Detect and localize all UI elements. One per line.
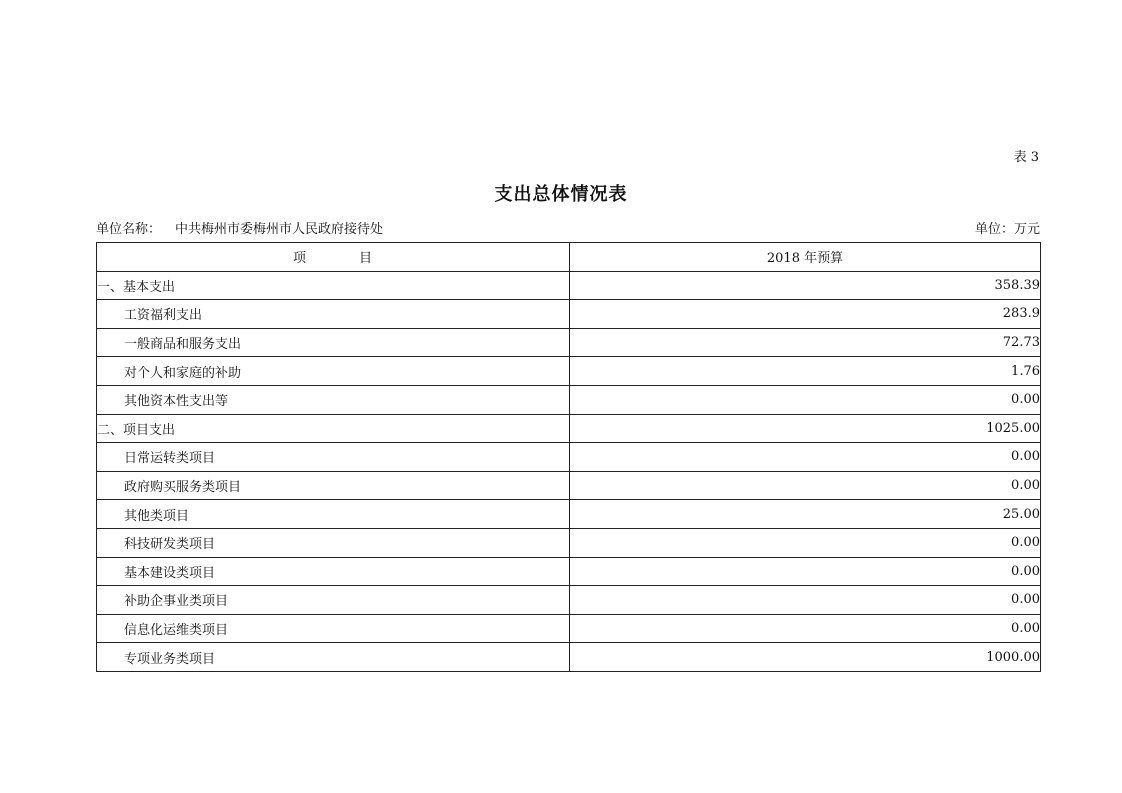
document-title: 支出总体情况表 xyxy=(494,184,628,205)
table-row xyxy=(97,586,1041,615)
row-label: 一般商品和服务支出 xyxy=(97,328,570,357)
row-label: 二、项目支出 xyxy=(97,414,570,443)
row-value: 283.9 xyxy=(570,300,1041,329)
table-row xyxy=(97,328,1041,357)
row-label: 专项业务类项目 xyxy=(97,643,570,672)
row-value: 25.00 xyxy=(570,500,1041,529)
table-row xyxy=(97,528,1041,557)
row-label: 一、基本支出 xyxy=(97,271,570,300)
row-label: 工资福利支出 xyxy=(97,300,570,329)
table-row xyxy=(97,414,1041,443)
row-label: 对个人和家庭的补助 xyxy=(97,357,570,386)
row-label: 日常运转类项目 xyxy=(97,443,570,472)
row-label: 信息化运维类项目 xyxy=(97,614,570,643)
table-row xyxy=(97,271,1041,300)
header-item xyxy=(97,243,570,272)
unit-name: 中共梅州市委梅州市人民政府接待处 xyxy=(175,222,384,237)
table-row xyxy=(97,643,1041,672)
row-value: 0.00 xyxy=(570,528,1041,557)
row-value: 0.00 xyxy=(570,471,1041,500)
table-row xyxy=(97,385,1041,414)
table-row xyxy=(97,557,1041,586)
row-value: 1.76 xyxy=(570,357,1041,386)
row-label: 政府购买服务类项目 xyxy=(97,471,570,500)
row-value: 0.00 xyxy=(570,443,1041,472)
row-label: 补助企事业类项目 xyxy=(97,586,570,615)
unit-name-label: 单位名称： xyxy=(96,222,162,237)
table-row xyxy=(97,614,1041,643)
expenditure-table xyxy=(96,242,1041,672)
row-value: 1025.00 xyxy=(570,414,1041,443)
row-label: 其他资本性支出等 xyxy=(97,385,570,414)
header-item-part1: 项 xyxy=(292,251,307,267)
row-value: 0.00 xyxy=(570,614,1041,643)
table-row xyxy=(97,357,1041,386)
row-label: 基本建设类项目 xyxy=(97,557,570,586)
table-row xyxy=(97,300,1041,329)
unit-name-block xyxy=(96,218,383,237)
row-value: 0.00 xyxy=(570,557,1041,586)
table-row xyxy=(97,500,1041,529)
row-value: 1000.00 xyxy=(570,643,1041,672)
header-item-part2: 目 xyxy=(359,251,374,267)
table-number: 表 3 xyxy=(1013,150,1039,165)
table-row xyxy=(97,471,1041,500)
currency-unit: 单位：万元 xyxy=(974,222,1040,237)
table-row xyxy=(97,443,1041,472)
row-label: 其他类项目 xyxy=(97,500,570,529)
meta-row xyxy=(96,218,1040,238)
table-header-row xyxy=(97,243,1041,272)
table-body xyxy=(97,271,1041,671)
row-label: 科技研发类项目 xyxy=(97,528,570,557)
row-value: 0.00 xyxy=(570,586,1041,615)
row-value: 0.00 xyxy=(570,385,1041,414)
row-value: 72.73 xyxy=(570,328,1041,357)
header-budget: 2018 年预算 xyxy=(570,243,1041,272)
row-value: 358.39 xyxy=(570,271,1041,300)
